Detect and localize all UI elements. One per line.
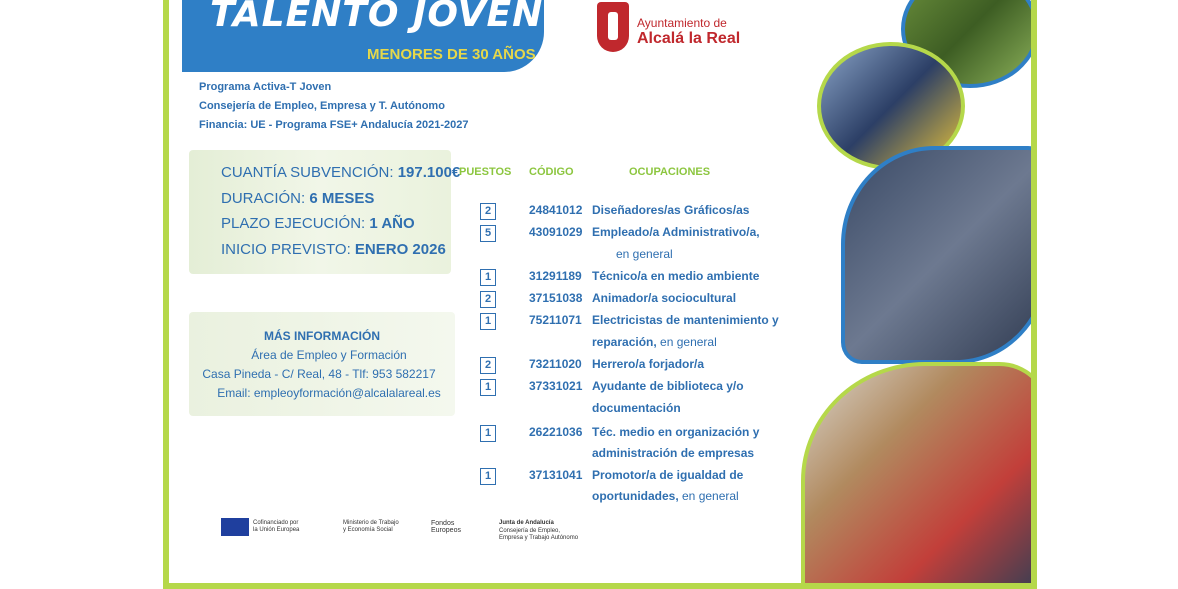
fact-item: INICIO PREVISTO: ENERO 2026 — [221, 240, 446, 258]
poster-subtitle: MENORES DE 30 AÑOS — [367, 46, 536, 63]
info-background — [189, 312, 455, 416]
poster-title: TALENTO JOVEN — [210, 0, 544, 35]
title-banner — [182, 0, 544, 72]
logo-small-text: Ayuntamiento de — [637, 16, 727, 30]
coat-of-arms-icon — [597, 2, 629, 52]
footer-junta-sub: Consejería de Empleo, Empresa y Trabajo Autónomo — [499, 528, 579, 541]
footer-eu: Cofinanciado por la Unión Europea — [253, 520, 300, 533]
info-email[interactable]: Email: empleoyformación@alcalalareal.es — [217, 386, 441, 400]
logo-big-text: Alcalá la Real — [637, 30, 741, 47]
footer-ministry: Ministerio de Trabajo y Economía Social — [343, 520, 399, 533]
eu-flag-icon — [221, 518, 249, 536]
fact-item: PLAZO EJECUCIÓN: 1 AÑO — [221, 215, 415, 232]
footer-fondos: Fondos Europeos — [431, 520, 461, 534]
program-info — [199, 78, 469, 135]
footer-junta: Junta de Andalucía — [499, 520, 554, 526]
program-line: Financia: UE - Programa FSE+ Andalucía 2021-2027 — [199, 119, 469, 131]
municipality-logo — [597, 0, 747, 56]
header-puestos: PUESTOS — [459, 166, 512, 178]
welder-photo — [841, 146, 1037, 364]
info-address: Casa Pineda - C/ Real, 48 - Tlf: 953 582217 — [202, 367, 436, 381]
info-line: Área de Empleo y Formación — [251, 348, 407, 362]
header-ocupaciones: OCUPACIONES — [629, 166, 711, 178]
fact-item: CUANTÍA SUBVENCIÓN: 197.100€ — [221, 164, 461, 181]
fact-item: DURACIÓN: 6 MESES — [221, 189, 375, 207]
facts-list — [221, 160, 460, 262]
poster: TALENTO JOVEN MENORES DE 30 AÑOS Ayuntamiento de Alcalá la Real Programa Activa-T Joven Consejería de Empleo, Empresa y T. Autónomo Financia: UE - Programa FSE+ Andalucía 2021-2027 CUANTÍA SUBVENCIÓN: 197.100€ DURACIÓN: 6 MESES PLAZO EJECUCIÓN: 1 AÑO INICIO PREVISTO: ENERO 2026 MÁS INFORMACIÓN Área de Empleo y Formación Casa Pineda - C/ Real, 48 - Tlf: 953 582217 Email: empleoyformación@alcalalareal.es PUESTOS CÓDIGO OCUPACIONES 2 24841012 Diseñadores/as Gráficos/as 5 43091029 Empleado/a Administrativo/a, en general 1 31291189 Técnico/a en medio ambiente 2 37151038 Animador/a sociocultural 1 75211071 Electricistas de mantenimiento y reparación, en general 2 73211020 Herrero/a forjador/a 1 37331021 Ayudante de biblioteca y/o documentación 1 26221036 Téc. medio en organización y administración de empresas 1 37131041 Promotor/a de igualdad de oportunidades, en general Cofinanciado por la Unión Europea Ministerio de Trabajo y Economía Social Fondos Europeos Junta de Andalucía Consejería de Empleo, Empresa y Trabajo Autónomo — [163, 0, 1037, 589]
info-heading: MÁS INFORMACIÓN — [264, 329, 380, 343]
header-codigo: CÓDIGO — [529, 166, 574, 178]
program-line: Consejería de Empleo, Empresa y T. Autónomo — [199, 100, 445, 112]
office-workers-photo — [801, 362, 1037, 589]
program-line: Programa Activa-T Joven — [199, 81, 332, 93]
